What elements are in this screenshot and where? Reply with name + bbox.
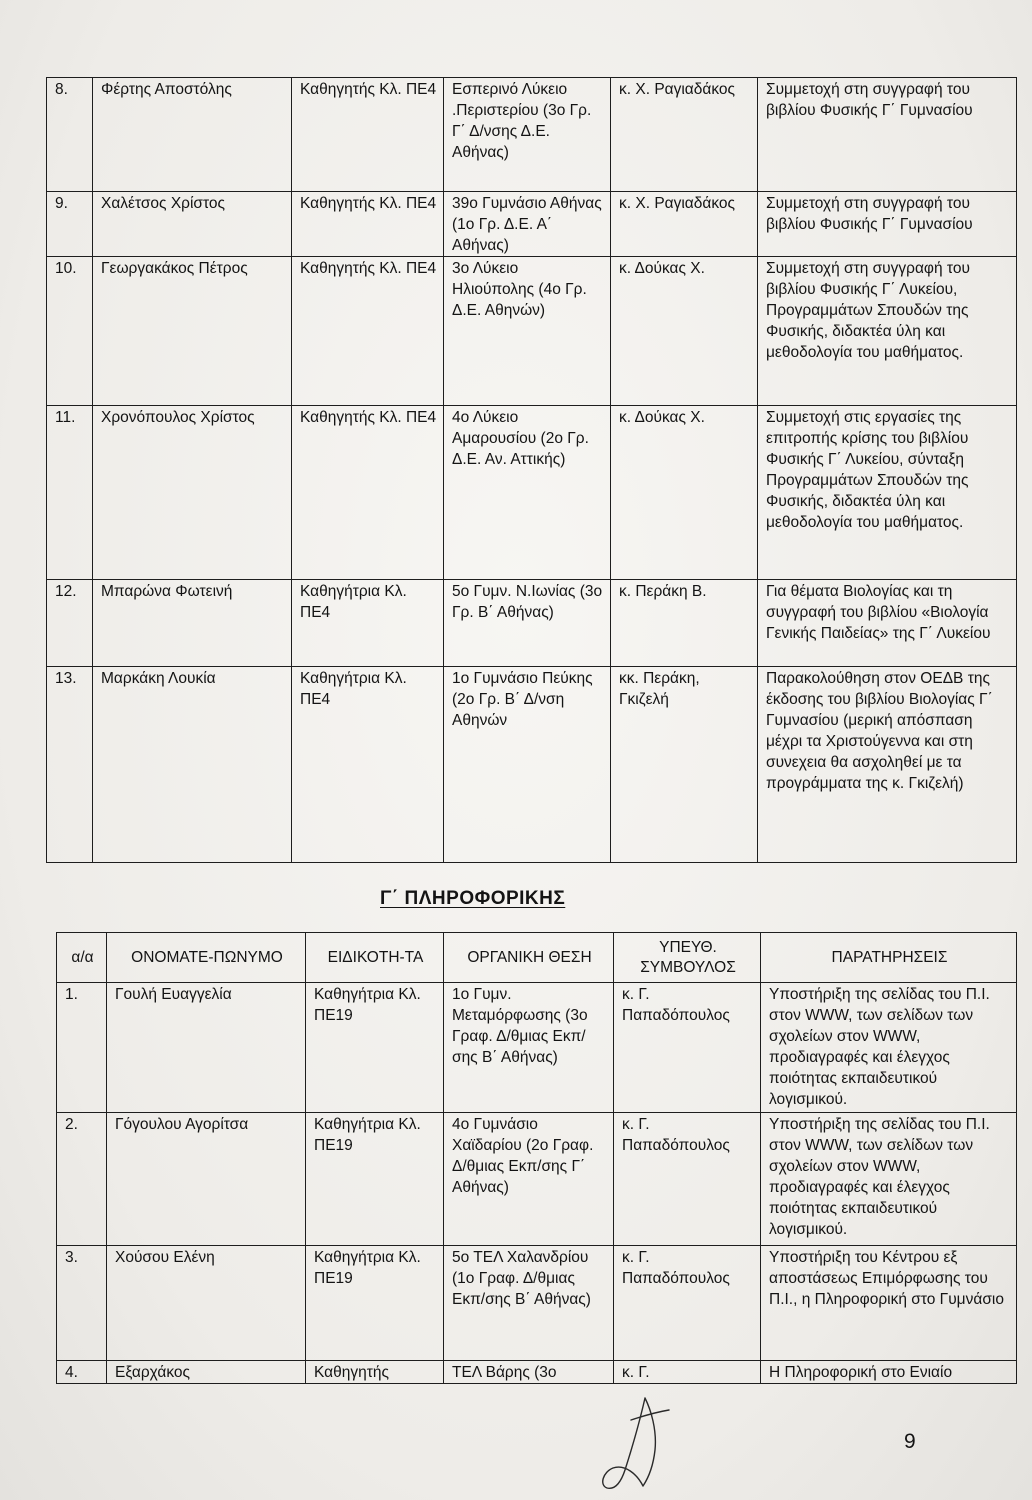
staff-table-informatics (56, 932, 1017, 1384)
staff-name: Γεωργακάκος Πέτρος (93, 257, 292, 406)
header-position: ΟΡΓΑΝΙΚΗ ΘΕΣΗ (444, 933, 614, 983)
staff-notes: Παρακολούθηση στον ΟΕΔΒ της έκδοσης του βιβλίου Βιολογίας Γ΄ Γυμνασίου (μερική απόσπαση μέχρι τα Χριστούγεννα και στη συνεχεια θα ασχοληθεί με τα προγράμματα της κ. Γκιζελή) (758, 667, 1017, 863)
staff-advisor: κ. Χ. Ραγιαδάκος (611, 78, 758, 192)
staff-notes: Η Πληροφορική στο Ενιαίο (761, 1361, 1017, 1384)
staff-position: 39ο Γυμνάσιο Αθήνας (1ο Γρ. Δ.Ε. Α΄ Αθήνας) (444, 192, 611, 257)
staff-specialty: Καθηγήτρια Κλ. ΠΕ4 (292, 580, 444, 667)
staff-name: Χούσου Ελένη (107, 1246, 306, 1361)
table-row (47, 257, 1017, 406)
staff-specialty: Καθηγήτρια Κλ. ΠΕ4 (292, 667, 444, 863)
staff-specialty: Καθηγητής Κλ. ΠΕ4 (292, 406, 444, 580)
page-number: 9 (904, 1430, 916, 1453)
row-number: 1. (57, 983, 107, 1113)
staff-name: Μαρκάκη Λουκία (93, 667, 292, 863)
table-row (47, 667, 1017, 863)
staff-name: Εξαρχάκος (107, 1361, 306, 1384)
staff-notes: Συμμετοχή στις εργασίες της επιτροπής κρίσης του βιβλίου Φυσικής Γ΄ Λυκείου, σύνταξη Προγραμμάτων Σπουδών της Φυσικής, διδακτέα ύλη και μεθοδολογία του μαθήματος. (758, 406, 1017, 580)
staff-notes: Συμμετοχή στη συγγραφή του βιβλίου Φυσικής Γ΄ Γυμνασίου (758, 78, 1017, 192)
staff-specialty: Καθηγητής Κλ. ΠΕ4 (292, 257, 444, 406)
staff-name: Χρονόπουλος Χρίστος (93, 406, 292, 580)
staff-specialty: Καθηγητής Κλ. ΠΕ4 (292, 78, 444, 192)
staff-position: 1ο Γυμνάσιο Πεύκης (2ο Γρ. Β΄ Δ/νση Αθηνών (444, 667, 611, 863)
staff-notes: Υποστήριξη της σελίδας του Π.Ι. στον WWW, των σελίδων των σχολείων στον WWW, προδιαγραφές και έλεγχος ποιότητας εκπαιδευτικού λογισμικού. (761, 983, 1017, 1113)
staff-advisor: κ. Γ. Παπαδόπουλος (614, 1113, 761, 1246)
staff-position: ΤΕΛ Βάρης (3ο (444, 1361, 614, 1384)
row-number: 9. (47, 192, 93, 257)
staff-advisor: κ. Δούκας Χ. (611, 406, 758, 580)
staff-position: 5ο Γυμν. Ν.Ιωνίας (3ο Γρ. Β΄ Αθήνας) (444, 580, 611, 667)
row-number: 10. (47, 257, 93, 406)
row-number: 2. (57, 1113, 107, 1246)
header-notes: ΠΑΡΑΤΗΡΗΣΕΙΣ (761, 933, 1017, 983)
staff-notes: Για θέματα Βιολογίας και τη συγγραφή του βιβλίου «Βιολογία Γενικής Παιδείας» της Γ΄ Λυκείου (758, 580, 1017, 667)
staff-table-physics-biology (46, 77, 1017, 863)
staff-advisor: κ. Γ. (614, 1361, 761, 1384)
staff-notes: Υποστήριξη του Κέντρου εξ αποστάσεως Επιμόρφωσης του Π.Ι., η Πληροφορική στο Γυμνάσιο (761, 1246, 1017, 1361)
staff-advisor: κκ. Περάκη, Γκιζελή (611, 667, 758, 863)
staff-notes: Συμμετοχή στη συγγραφή του βιβλίου Φυσικής Γ΄ Λυκείου, Προγραμμάτων Σπουδών της Φυσικής, διδακτέα ύλη και μεθοδολογία του μαθήματος. (758, 257, 1017, 406)
staff-position: 1ο Γυμν. Μεταμόρφωσης (3ο Γραφ. Δ/θμιας Εκπ/σης Β΄ Αθήνας) (444, 983, 614, 1113)
table-row (47, 192, 1017, 257)
staff-position: 4ο Γυμνάσιο Χαϊδαρίου (2ο Γραφ. Δ/θμιας Εκπ/σης Γ΄ Αθήνας) (444, 1113, 614, 1246)
handwritten-signature (585, 1390, 695, 1500)
staff-advisor: κ. Γ. Παπαδόπουλος (614, 1246, 761, 1361)
table-row (57, 1246, 1017, 1361)
staff-position: 4ο Λύκειο Αμαρουσίου (2ο Γρ. Δ.Ε. Αν. Αττικής) (444, 406, 611, 580)
staff-notes: Συμμετοχή στη συγγραφή του βιβλίου Φυσικής Γ΄ Γυμνασίου (758, 192, 1017, 257)
staff-advisor: κ. Περάκη Β. (611, 580, 758, 667)
staff-notes: Υποστήριξη της σελίδας του Π.Ι. στον WWW, των σελίδων των σχολείων στον WWW, προδιαγραφές και έλεγχος ποιότητας εκπαιδευτικού λογισμικού. (761, 1113, 1017, 1246)
staff-specialty: Καθηγήτρια Κλ. ΠΕ19 (306, 1246, 444, 1361)
staff-name: Μπαρώνα Φωτεινή (93, 580, 292, 667)
table-header-row (57, 933, 1017, 983)
row-number: 4. (57, 1361, 107, 1384)
row-number: 12. (47, 580, 93, 667)
table-row (47, 78, 1017, 192)
staff-position: 3ο Λύκειο Ηλιούπολης (4ο Γρ. Δ.Ε. Αθηνών) (444, 257, 611, 406)
staff-advisor: κ. Γ. Παπαδόπουλος (614, 983, 761, 1113)
staff-specialty: Καθηγήτρια Κλ. ΠΕ19 (306, 983, 444, 1113)
staff-specialty: Καθηγητής Κλ. ΠΕ4 (292, 192, 444, 257)
staff-advisor: κ. Δούκας Χ. (611, 257, 758, 406)
row-number: 8. (47, 78, 93, 192)
header-specialty: ΕΙΔΙΚΟΤΗ-ΤΑ (306, 933, 444, 983)
header-name: ΟΝΟΜΑΤΕ-ΠΩΝΥΜΟ (107, 933, 306, 983)
header-advisor: ΥΠΕΥΘ. ΣΥΜΒΟΥΛΟΣ (614, 933, 761, 983)
staff-name: Γουλή Ευαγγελία (107, 983, 306, 1113)
table-row (57, 983, 1017, 1113)
staff-position: Εσπερινό Λύκειο .Περιστερίου (3ο Γρ. Γ΄ Δ/νσης Δ.Ε. Αθήνας) (444, 78, 611, 192)
section-heading: Γ΄ ΠΛΗΡΟΦΟΡΙΚΗΣ (380, 888, 566, 909)
staff-name: Χαλέτσος Χρίστος (93, 192, 292, 257)
staff-specialty: Καθηγήτρια Κλ. ΠΕ19 (306, 1113, 444, 1246)
table-row (47, 406, 1017, 580)
staff-specialty: Καθηγητής (306, 1361, 444, 1384)
staff-advisor: κ. Χ. Ραγιαδάκος (611, 192, 758, 257)
table-row (47, 580, 1017, 667)
row-number: 11. (47, 406, 93, 580)
header-num: α/α (57, 933, 107, 983)
staff-name: Φέρτης Αποστόλης (93, 78, 292, 192)
row-number: 13. (47, 667, 93, 863)
staff-name: Γόγουλου Αγορίτσα (107, 1113, 306, 1246)
table-row (57, 1361, 1017, 1384)
staff-position: 5ο ΤΕΛ Χαλανδρίου (1ο Γραφ. Δ/θμιας Εκπ/σης Β΄ Αθήνας) (444, 1246, 614, 1361)
row-number: 3. (57, 1246, 107, 1361)
table-row (57, 1113, 1017, 1246)
